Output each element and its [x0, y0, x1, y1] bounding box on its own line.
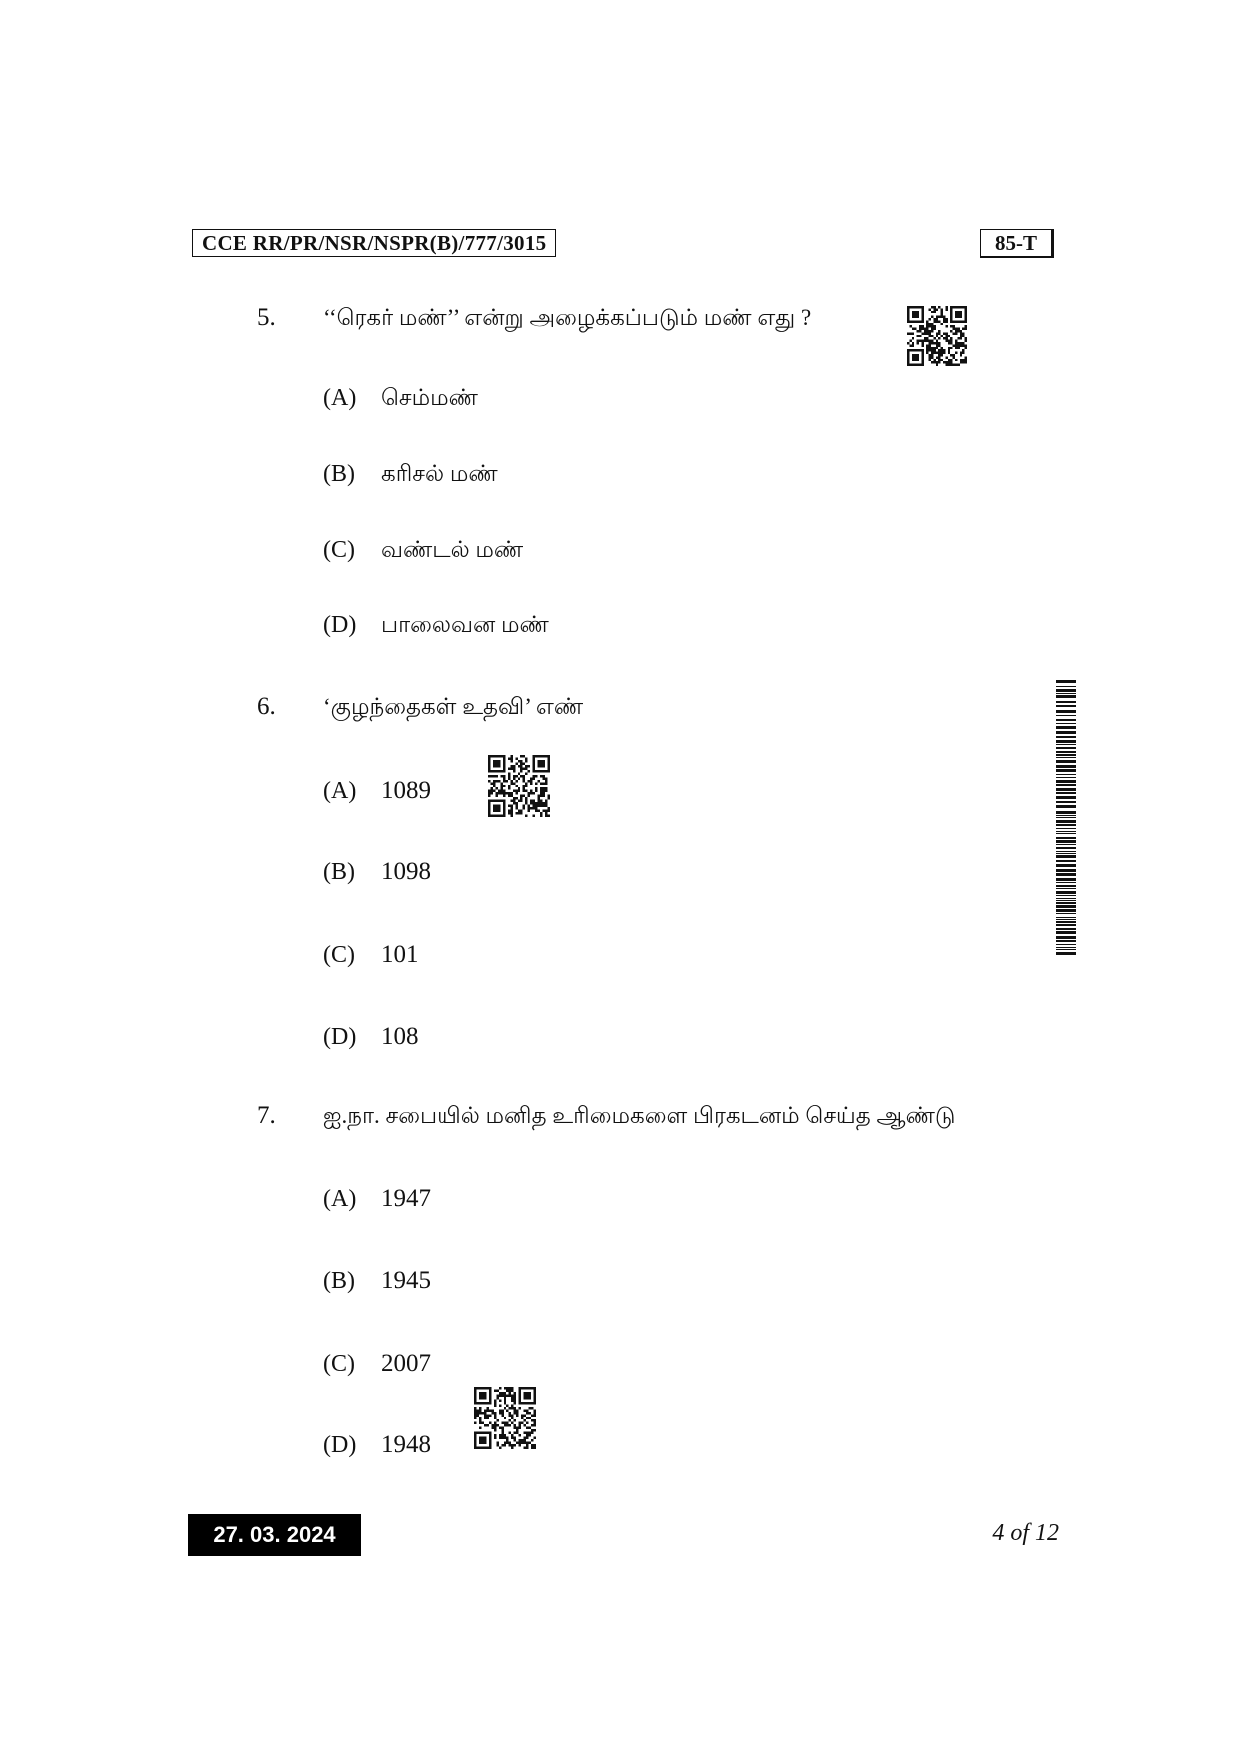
- option-b: [323, 1266, 431, 1296]
- option-text: வண்டல் மண்: [381, 537, 524, 562]
- option-text: 1089: [381, 777, 431, 804]
- option-label: (A): [323, 1186, 357, 1212]
- option-label: (C): [323, 1351, 355, 1377]
- page-number: 4 of 12: [992, 1520, 1059, 1546]
- qr-code: [488, 755, 550, 817]
- question-text: ஐ.நா. சபையில் மனித உரிமைகளை பிரகடனம் செய்த ஆண்டு: [323, 1103, 956, 1128]
- series-code: 85-T: [980, 229, 1054, 258]
- option-a: [323, 383, 478, 413]
- option-b: [323, 459, 498, 489]
- option-d: [323, 1022, 419, 1052]
- option-text: 1948: [381, 1431, 431, 1458]
- qr-code: [907, 306, 967, 366]
- option-text: பாலைவன மண்: [381, 612, 549, 637]
- option-text: செம்மண்: [381, 385, 478, 410]
- option-label: (A): [323, 778, 357, 804]
- option-a: [323, 1184, 431, 1214]
- option-c: [323, 535, 523, 565]
- question-text: ‘‘ரெகர் மண்’’ என்று அழைக்கப்படும் மண் எது ?: [323, 305, 812, 330]
- option-text: 2007: [381, 1350, 431, 1377]
- option-d: [323, 610, 549, 640]
- barcode: [1056, 680, 1076, 956]
- option-text: 108: [381, 1023, 419, 1050]
- option-label: (B): [323, 859, 355, 885]
- option-label: (C): [323, 942, 355, 968]
- option-text: கரிசல் மண்: [381, 461, 498, 486]
- exam-date: 27. 03. 2024: [188, 1514, 361, 1556]
- question-number: 7.: [257, 1102, 276, 1129]
- option-d: [323, 1430, 431, 1460]
- option-a: [323, 776, 431, 806]
- paper-code: CCE RR/PR/NSR/NSPR(B)/777/3015: [192, 229, 556, 257]
- option-label: (D): [323, 1024, 357, 1050]
- option-label: (B): [323, 1268, 355, 1294]
- question-text: ‘குழந்தைகள் உதவி’ எண்: [323, 694, 584, 719]
- qr-code: [474, 1387, 536, 1449]
- option-text: 101: [381, 941, 419, 968]
- option-label: (C): [323, 537, 355, 563]
- question-number: 6.: [257, 693, 276, 720]
- option-label: (A): [323, 385, 357, 411]
- question-number: 5.: [257, 304, 276, 331]
- option-c: [323, 1349, 431, 1379]
- option-text: 1947: [381, 1185, 431, 1212]
- option-c: [323, 940, 419, 970]
- option-label: (D): [323, 1432, 357, 1458]
- option-label: (D): [323, 612, 357, 638]
- option-b: [323, 857, 431, 887]
- option-text: 1945: [381, 1267, 431, 1294]
- option-text: 1098: [381, 858, 431, 885]
- option-label: (B): [323, 461, 355, 487]
